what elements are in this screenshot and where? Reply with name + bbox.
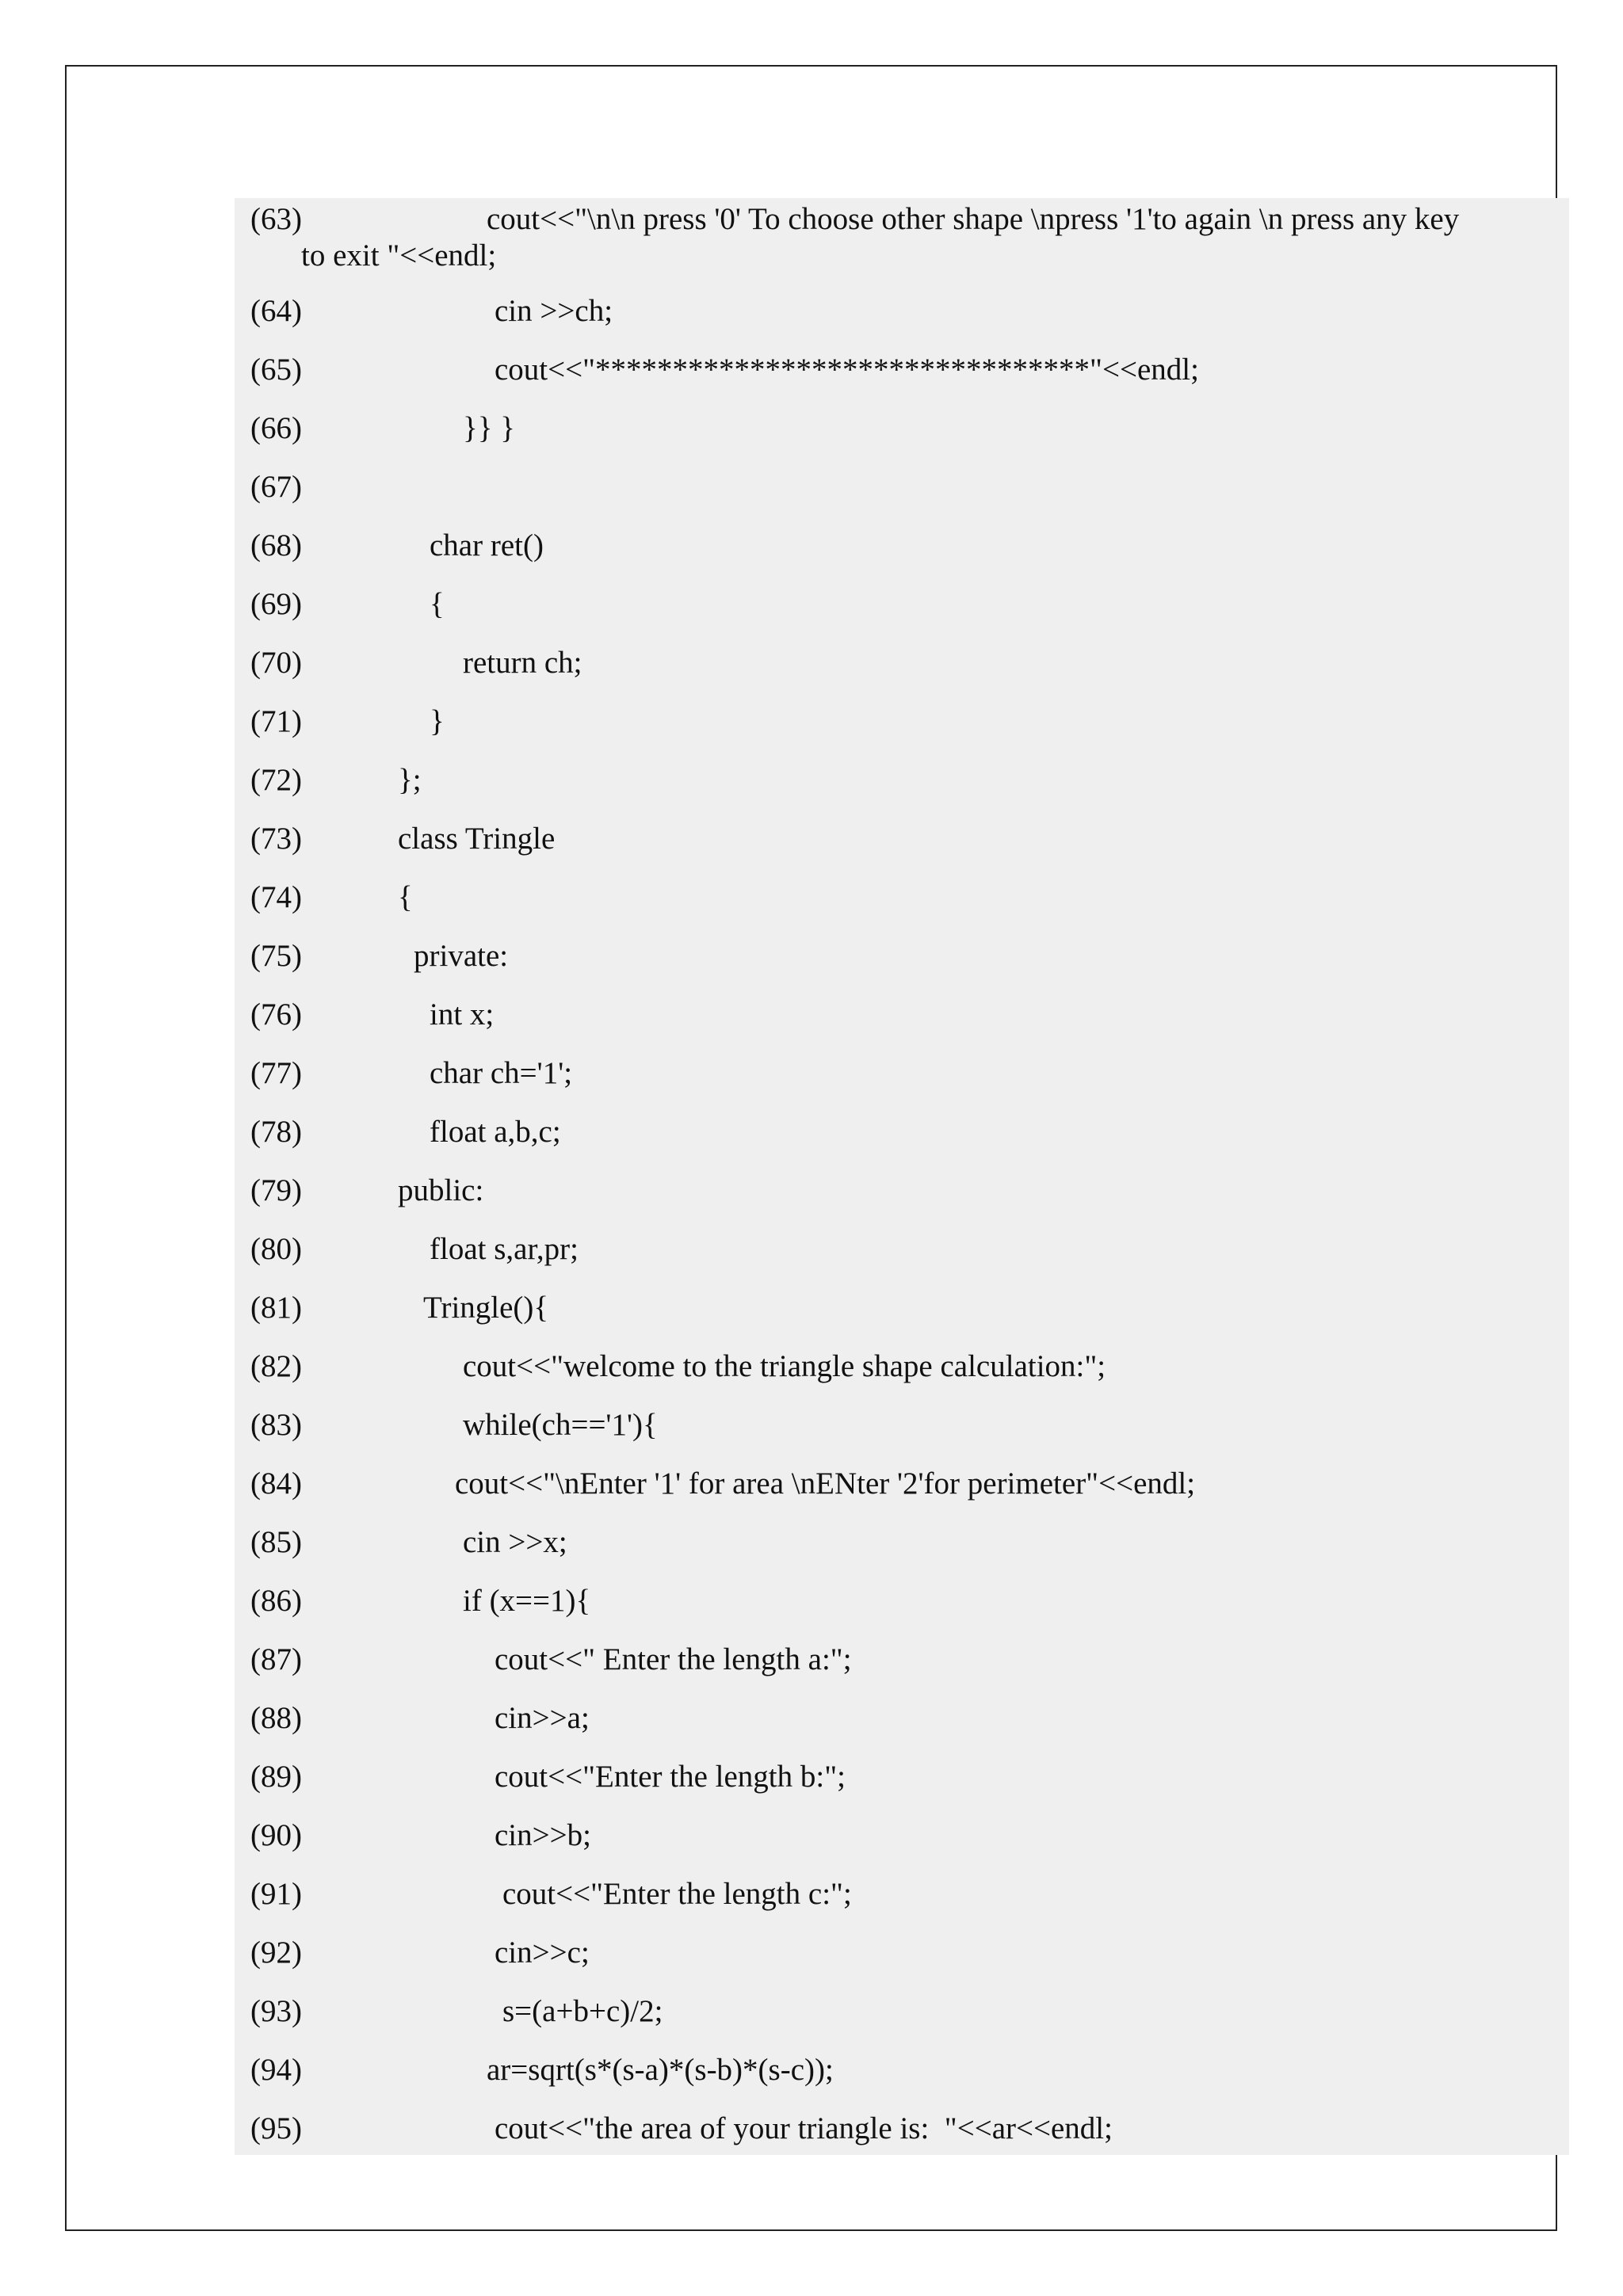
code-text: float a,b,c; (430, 1115, 561, 1149)
code-line (235, 762, 422, 821)
code-text: cin >>x; (463, 1525, 567, 1559)
code-text: cin>>a; (495, 1701, 590, 1735)
line-number: (90) (250, 1818, 302, 1852)
code-line (235, 1817, 591, 1876)
line-number: (66) (250, 411, 302, 445)
line-number: (65) (250, 353, 302, 387)
line-number: (86) (250, 1584, 302, 1618)
code-text: cout<<"\n\n press '0' To choose other shape \npress '1'to again \n press any key (487, 202, 1460, 236)
line-number: (84) (250, 1466, 302, 1501)
code-line (235, 2052, 834, 2111)
code-line (235, 1993, 663, 2052)
code-line (235, 1055, 573, 1114)
line-number: (69) (250, 587, 302, 621)
code-text: cout<<"\nEnter '1' for area \nENter '2'for perimeter"<<endl; (455, 1466, 1196, 1501)
code-text: s=(a+b+c)/2; (502, 1994, 663, 2028)
code-line (235, 1700, 590, 1759)
line-number: (74) (250, 880, 302, 914)
line-number: (88) (250, 1701, 302, 1735)
code-line (235, 1642, 852, 1700)
code-text: int x; (430, 997, 495, 1032)
code-text: { (398, 880, 413, 914)
code-text: Tringle(){ (423, 1291, 549, 1325)
code-text: cout<<" Enter the length a:"; (495, 1642, 852, 1676)
line-number: (77) (250, 1056, 302, 1090)
code-text: cout<<"********************************"<<endl; (495, 353, 1199, 387)
line-number: (79) (250, 1173, 302, 1207)
line-number: (85) (250, 1525, 302, 1559)
code-line (235, 1876, 852, 1935)
line-number: (75) (250, 939, 302, 973)
code-text: char ch='1'; (430, 1056, 573, 1090)
code-text: cin>>b; (495, 1818, 591, 1852)
code-line (235, 410, 515, 469)
code-text: { (430, 587, 445, 621)
code-line (235, 1759, 846, 1817)
code-line (235, 1173, 484, 1231)
line-number: (92) (250, 1936, 302, 1970)
line-number: (70) (250, 646, 302, 680)
code-line (235, 1407, 658, 1466)
line-number: (80) (250, 1232, 302, 1266)
code-text: cin >>ch; (495, 294, 613, 328)
code-line (235, 645, 582, 704)
line-number: (63) (250, 202, 302, 236)
line-number: (72) (250, 763, 302, 797)
code-line (235, 586, 445, 645)
code-text-continuation: to exit "<<endl; (301, 238, 497, 273)
line-number: (76) (250, 997, 302, 1032)
code-text: if (x==1){ (463, 1584, 591, 1618)
code-text: ar=sqrt(s*(s-a)*(s-b)*(s-c)); (487, 2053, 834, 2087)
line-number: (87) (250, 1642, 302, 1676)
code-line (235, 352, 1199, 410)
line-number: (83) (250, 1408, 302, 1442)
code-text: cout<<"welcome to the triangle shape calculation:"; (463, 1349, 1106, 1383)
code-line (235, 2111, 1113, 2169)
code-line (235, 1466, 1196, 1524)
line-number: (64) (250, 294, 302, 328)
code-text: char ret() (430, 528, 544, 563)
line-number: (93) (250, 1994, 302, 2028)
code-listing (235, 198, 1569, 2155)
code-line (235, 469, 302, 528)
code-line (235, 293, 613, 352)
code-line (235, 1348, 1106, 1407)
line-number: (73) (250, 822, 302, 856)
code-line (235, 528, 544, 586)
code-text: while(ch=='1'){ (463, 1408, 658, 1442)
line-number: (81) (250, 1291, 302, 1325)
code-text: }} } (463, 411, 515, 445)
line-number: (82) (250, 1349, 302, 1383)
code-text: cin>>c; (495, 1936, 590, 1970)
line-number: (68) (250, 528, 302, 563)
line-number: (94) (250, 2053, 302, 2087)
code-line (235, 1524, 567, 1583)
line-number: (78) (250, 1115, 302, 1149)
code-text: cout<<"the area of your triangle is: "<<ar<<endl; (495, 2111, 1113, 2145)
code-line (235, 1583, 591, 1642)
code-text: private: (414, 939, 509, 973)
code-text: cout<<"Enter the length c:"; (502, 1877, 852, 1911)
code-line (235, 1935, 590, 1993)
code-line (235, 704, 445, 762)
line-number: (67) (250, 470, 302, 504)
code-line (235, 1114, 561, 1173)
code-line (235, 1231, 579, 1290)
code-line (235, 938, 509, 997)
code-line (235, 821, 556, 879)
line-number: (89) (250, 1760, 302, 1794)
line-number: (71) (250, 704, 302, 738)
code-text: public: (398, 1173, 484, 1207)
code-line (235, 879, 413, 938)
line-number: (95) (250, 2111, 302, 2145)
code-text: class Tringle (398, 822, 556, 856)
code-text: float s,ar,pr; (430, 1232, 579, 1266)
code-text: } (430, 704, 445, 738)
code-line (235, 1290, 549, 1348)
code-text: return ch; (463, 646, 582, 680)
code-text: cout<<"Enter the length b:"; (495, 1760, 846, 1794)
line-number: (91) (250, 1877, 302, 1911)
code-line (235, 201, 1460, 273)
code-text: }; (398, 763, 422, 797)
code-line (235, 997, 495, 1055)
